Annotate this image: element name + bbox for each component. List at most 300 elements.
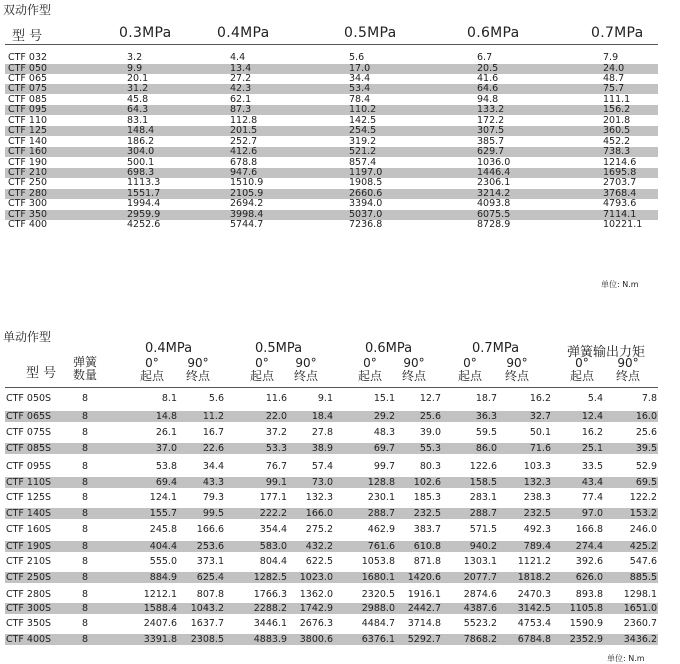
t1-cell-value: 947.6 [230,166,258,178]
t1-cell-value: 31.2 [127,83,149,95]
t1-row [5,126,658,136]
t2-subhead-start [450,357,490,383]
t2-cell-value: 2077.7 [463,572,497,583]
t1-cell-value: 3394.0 [349,198,383,210]
t2-cell-value: 3436.2 [623,634,657,645]
t2-subhead-end [286,357,326,383]
t2-subhead-label: 起点 [249,369,274,383]
t2-cell-value: 37.2 [265,427,287,438]
t2-cell-value: 7.8 [641,393,657,404]
t1-cell-value: 1113.3 [127,177,161,189]
t2-cell-value: 43.4 [581,477,603,488]
t1-cell-value: 133.2 [477,104,505,116]
t2-row [5,618,658,629]
t1-row [5,220,658,230]
t2-cell-value: 230.1 [367,492,395,503]
t2-subhead-label: 起点 [457,369,482,383]
t2-cell-value: 383.7 [413,524,441,535]
t2-cell-value: 3800.6 [299,634,333,645]
t2-cell-spring: 8 [82,492,89,503]
t2-cell-value: 804.4 [259,556,287,567]
t2-cell-value: 246.0 [629,524,657,535]
t2-cell-value: 158.5 [469,477,497,488]
t2-cell-spring: 8 [82,618,89,629]
t1-cell-value: 8728.9 [477,219,511,231]
t1-cell-value: 3768.4 [603,187,637,199]
t1-unit-label: 单位: N.m [601,280,639,289]
t2-cell-value: 99.7 [373,461,395,472]
t1-cell-value: 13.4 [230,62,252,74]
t2-cell-value: 884.9 [149,572,177,583]
t2-cell-value: 26.1 [155,427,177,438]
t2-cell-value: 238.3 [523,492,551,503]
t2-subhead-label: 终点 [504,369,529,383]
t2-row [5,589,658,600]
t2-group-07: 0.7MPa [472,341,520,356]
t1-cell-value: 75.7 [603,83,625,95]
t2-cell-value: 102.6 [413,477,441,488]
t2-cell-spring: 8 [82,411,89,422]
t2-group-06: 0.6MPa [365,341,413,356]
t2-cell-value: 4883.9 [253,634,287,645]
t2-cell-value: 232.5 [413,508,441,519]
t1-cell-value: 5037.0 [349,208,383,220]
t2-cell-value: 1212.1 [143,589,177,600]
t2-cell-value: 2874.6 [463,589,497,600]
t1-cell-value: 1551.7 [127,187,161,199]
t2-cell-value: 16.7 [202,427,224,438]
t2-cell-value: 122.6 [469,461,497,472]
t1-cell-value: 698.3 [127,166,155,178]
t2-unit-label: 单位: N.m [607,654,645,663]
t2-cell-value: 871.8 [413,556,441,567]
t2-cell-model: CTF 190S [6,541,52,552]
t2-cell-model: CTF 300S [6,603,52,614]
t2-cell-value: 940.2 [469,541,497,552]
t1-cell-model: CTF 075 [8,83,48,95]
t2-cell-value: 274.4 [575,541,603,552]
t1-cell-value: 48.7 [603,72,625,84]
t2-subhead-end [497,357,537,383]
t1-cell-value: 2660.6 [349,187,383,199]
t2-row [5,492,658,503]
t2-cell-value: 462.9 [367,524,395,535]
t1-cell-value: 521.2 [349,146,377,158]
t1-cell-model: CTF 125 [8,125,48,137]
t2-cell-spring: 8 [82,556,89,567]
t2-cell-value: 39.5 [635,443,657,454]
t1-cell-value: 27.2 [230,72,252,84]
t2-cell-value: 166.6 [196,524,224,535]
t2-cell-model: CTF 065S [6,411,52,422]
t2-header-model: 型 号 [26,366,57,381]
t1-cell-value: 7.9 [603,52,619,63]
t1-cell-value: 17.0 [349,62,371,74]
t1-row [5,95,658,105]
t2-cell-value: 14.8 [155,411,177,422]
t1-cell-value: 111.1 [603,93,631,105]
t2-cell-value: 245.8 [149,524,177,535]
t1-cell-value: 2105.9 [230,187,264,199]
t2-cell-value: 37.0 [155,443,177,454]
t2-cell-value: 1742.9 [299,603,333,614]
t2-cell-model: CTF 160S [6,524,52,535]
t1-cell-value: 94.8 [477,93,499,105]
t2-subhead-label: 终点 [293,369,318,383]
t2-subhead-label: 终点 [401,369,426,383]
t2-subhead-degree: 0° [363,356,377,370]
t1-cell-value: 34.4 [349,72,371,84]
single-acting-title: 单动作型 [3,330,52,344]
t2-subhead-label: 终点 [185,369,210,383]
t1-cell-value: 6075.5 [477,208,511,220]
t2-cell-value: 288.7 [469,508,497,519]
t1-cell-value: 172.2 [477,114,505,126]
t2-cell-value: 69.4 [155,477,177,488]
t2-cell-value: 5523.2 [463,618,497,629]
t2-cell-value: 288.7 [367,508,395,519]
t1-row [5,189,658,199]
t2-cell-value: 33.5 [581,461,603,472]
t1-cell-value: 4093.8 [477,198,511,210]
t2-cell-value: 11.2 [202,411,224,422]
t2-cell-value: 2352.9 [569,634,603,645]
t1-cell-value: 252.7 [230,135,258,147]
t2-header-spring: 弹簧 数量 [72,355,97,382]
t1-cell-value: 5.6 [349,52,365,63]
t2-cell-value: 55.3 [419,443,441,454]
t2-cell-value: 99.1 [265,477,287,488]
t2-cell-value: 8.1 [161,393,177,404]
t2-cell-value: 43.3 [202,477,224,488]
t2-cell-model: CTF 140S [6,508,52,519]
t2-cell-value: 622.5 [305,556,333,567]
t2-cell-value: 4753.4 [517,618,551,629]
t2-subhead-degree: 0° [463,356,477,370]
t2-cell-value: 1651.0 [623,603,657,614]
t2-cell-model: CTF 280S [6,589,52,600]
t2-cell-value: 6784.8 [517,634,551,645]
t2-cell-value: 166.0 [305,508,333,519]
t1-cell-value: 64.3 [127,104,149,116]
t2-cell-value: 893.8 [575,589,603,600]
t1-cell-value: 3.2 [127,52,143,63]
double-acting-title: 双动作型 [3,3,52,17]
t2-cell-value: 354.4 [259,524,287,535]
t2-cell-value: 11.6 [265,393,287,404]
t1-cell-value: 9.9 [127,62,143,74]
t1-cell-value: 2306.1 [477,177,511,189]
t2-cell-model: CTF 210S [6,556,52,567]
t2-cell-value: 2676.3 [299,618,333,629]
t1-cell-model: CTF 095 [8,104,48,116]
t1-row [5,178,658,188]
t2-cell-spring: 8 [82,541,89,552]
t2-cell-value: 132.3 [305,492,333,503]
t2-cell-value: 275.2 [305,524,333,535]
t1-header-p4: 0.6MPa [467,25,520,41]
t2-row [5,461,658,472]
t2-group-spring: 弹簧输出力矩 [567,345,646,360]
t2-cell-value: 492.3 [523,524,551,535]
t2-cell-value: 6376.1 [361,634,395,645]
t2-cell-value: 1121.2 [517,556,551,567]
t1-cell-value: 4793.6 [603,198,637,210]
t2-row [5,603,658,614]
t1-header-rule [5,44,658,45]
t1-cell-value: 629.7 [477,146,505,158]
t2-row [5,524,658,535]
t2-cell-value: 1043.2 [190,603,224,614]
t2-cell-value: 5.6 [208,393,224,404]
t2-cell-model: CTF 075S [6,427,52,438]
t2-cell-value: 122.2 [629,492,657,503]
t1-row [5,53,658,63]
t1-cell-value: 857.4 [349,156,377,168]
t1-cell-value: 1197.0 [349,166,383,178]
t1-cell-value: 156.2 [603,104,631,116]
t1-row [5,105,658,115]
t2-cell-spring: 8 [82,572,89,583]
t2-cell-value: 25.6 [419,411,441,422]
t1-header-p5: 0.7MPa [591,25,644,41]
t2-cell-spring: 8 [82,461,89,472]
t2-cell-value: 1590.9 [569,618,603,629]
t1-cell-value: 738.3 [603,146,631,158]
t1-cell-value: 53.4 [349,83,371,95]
t1-cell-model: CTF 032 [8,52,48,63]
t1-cell-value: 83.1 [127,114,149,126]
t1-cell-model: CTF 190 [8,156,48,168]
t2-cell-value: 1298.1 [623,589,657,600]
t1-cell-value: 1994.4 [127,198,161,210]
t2-subhead-label: 起点 [139,369,164,383]
t2-cell-value: 132.3 [523,477,551,488]
t2-cell-value: 404.4 [149,541,177,552]
t2-cell-value: 1637.7 [190,618,224,629]
t2-cell-spring: 8 [82,524,89,535]
t2-cell-value: 39.0 [419,427,441,438]
t2-cell-value: 432.2 [305,541,333,552]
t2-subhead-start [242,357,282,383]
t2-cell-value: 2320.5 [361,589,395,600]
t2-cell-model: CTF 400S [6,634,52,645]
t2-cell-value: 50.1 [529,427,551,438]
t2-cell-value: 3446.1 [253,618,287,629]
t1-cell-model: CTF 250 [8,177,48,189]
t1-cell-value: 304.0 [127,146,155,158]
t2-cell-value: 1420.6 [407,572,441,583]
t2-cell-value: 2308.5 [190,634,224,645]
t1-cell-value: 142.5 [349,114,377,126]
t1-cell-model: CTF 280 [8,187,48,199]
t2-cell-value: 16.2 [581,427,603,438]
t2-cell-spring: 8 [82,603,89,614]
t2-cell-spring: 8 [82,589,89,600]
t2-cell-model: CTF 085S [6,443,52,454]
t2-cell-value: 5.4 [587,393,603,404]
t2-cell-value: 97.0 [581,508,603,519]
t2-cell-value: 71.6 [529,443,551,454]
t1-cell-value: 62.1 [230,93,252,105]
t2-cell-value: 1105.8 [569,603,603,614]
t2-cell-value: 2442.7 [407,603,441,614]
t2-cell-value: 76.7 [265,461,287,472]
t1-header-p2: 0.4MPa [217,25,270,41]
t2-cell-value: 1916.1 [407,589,441,600]
t2-cell-value: 59.5 [475,427,497,438]
t2-cell-model: CTF 110S [6,477,52,488]
t1-cell-value: 2959.9 [127,208,161,220]
t2-cell-value: 86.0 [475,443,497,454]
t2-cell-value: 3391.8 [143,634,177,645]
t2-cell-value: 166.8 [575,524,603,535]
t1-cell-value: 186.2 [127,135,155,147]
t2-cell-model: CTF 050S [6,393,52,404]
t1-cell-value: 20.1 [127,72,149,84]
t2-cell-value: 18.7 [475,393,497,404]
t1-cell-value: 7114.1 [603,208,637,220]
t2-subhead-degree: 90° [295,356,317,370]
t1-cell-value: 64.6 [477,83,499,95]
t1-cell-value: 5744.7 [230,219,264,231]
t1-cell-model: CTF 300 [8,198,48,210]
t2-cell-value: 12.7 [419,393,441,404]
t2-cell-model: CTF 125S [6,492,52,503]
t2-cell-value: 7868.2 [463,634,497,645]
t1-cell-value: 20.5 [477,62,499,74]
t2-cell-value: 155.7 [149,508,177,519]
t2-cell-value: 807.8 [196,589,224,600]
t2-cell-value: 9.1 [317,393,333,404]
t1-cell-value: 148.4 [127,125,155,137]
t2-cell-value: 69.7 [373,443,395,454]
t1-cell-value: 87.3 [230,104,252,116]
t2-cell-value: 16.2 [529,393,551,404]
t2-cell-value: 53.8 [155,461,177,472]
t2-row [5,443,658,454]
t2-cell-value: 52.9 [635,461,657,472]
t2-cell-value: 1588.4 [143,603,177,614]
t2-subhead-end [394,357,434,383]
t1-cell-value: 452.2 [603,135,631,147]
t2-subhead-degree: 90° [403,356,425,370]
t2-row [5,477,658,488]
t2-row [5,556,658,567]
t2-group-04: 0.4MPa [145,341,193,356]
t2-cell-value: 38.9 [311,443,333,454]
t2-cell-value: 1362.0 [299,589,333,600]
t1-cell-model: CTF 160 [8,146,48,158]
t2-row [5,393,658,404]
t2-cell-value: 29.2 [373,411,395,422]
t2-cell-value: 25.1 [581,443,603,454]
t2-row [5,508,658,519]
t2-cell-value: 77.4 [581,492,603,503]
t1-cell-value: 1510.9 [230,177,264,189]
t2-subhead-end [178,357,218,383]
t2-cell-spring: 8 [82,477,89,488]
t2-cell-value: 3714.8 [407,618,441,629]
t2-subhead-label: 终点 [615,369,640,383]
t2-cell-value: 34.4 [202,461,224,472]
t2-cell-value: 885.5 [629,572,657,583]
t2-cell-value: 32.7 [529,411,551,422]
t2-cell-value: 153.2 [629,508,657,519]
t1-cell-model: CTF 400 [8,219,48,231]
t1-cell-value: 2703.7 [603,177,637,189]
t2-cell-value: 555.0 [149,556,177,567]
t1-cell-model: CTF 050 [8,62,48,74]
t2-cell-value: 222.2 [259,508,287,519]
t1-cell-value: 254.5 [349,125,377,137]
t2-cell-value: 1282.5 [253,572,287,583]
t2-subhead-degree: 90° [506,356,528,370]
t2-subhead-degree: 90° [187,356,209,370]
t2-cell-value: 48.3 [373,427,395,438]
t2-cell-value: 232.5 [523,508,551,519]
t2-cell-value: 69.5 [635,477,657,488]
t1-cell-value: 307.5 [477,125,505,137]
t2-cell-value: 25.6 [635,427,657,438]
t2-cell-model: CTF 250S [6,572,52,583]
t2-cell-value: 373.1 [196,556,224,567]
t2-cell-value: 3142.5 [517,603,551,614]
t2-cell-value: 177.1 [259,492,287,503]
t2-header-rule [5,387,658,388]
t2-cell-value: 16.0 [635,411,657,422]
t1-cell-value: 1908.5 [349,177,383,189]
t1-cell-value: 201.8 [603,114,631,126]
t1-row [5,199,658,209]
t2-cell-value: 99.5 [202,508,224,519]
t1-cell-value: 41.6 [477,72,499,84]
t2-row [5,541,658,552]
t2-group-05: 0.5MPa [255,341,303,356]
t1-header-p1: 0.3MPa [119,25,172,41]
t2-cell-value: 1053.8 [361,556,395,567]
t1-cell-model: CTF 085 [8,93,48,105]
t1-cell-value: 360.5 [603,125,631,137]
t2-cell-spring: 8 [82,443,89,454]
t1-cell-value: 78.4 [349,93,371,105]
t2-cell-value: 253.6 [196,541,224,552]
t2-row [5,411,658,422]
t1-cell-value: 4.4 [230,52,246,63]
t1-cell-value: 6.7 [477,52,493,63]
t1-cell-value: 10221.1 [603,219,643,231]
t2-row [5,427,658,438]
t1-cell-model: CTF 065 [8,72,48,84]
t1-row [5,116,658,126]
t2-cell-value: 36.3 [475,411,497,422]
t1-cell-value: 1214.6 [603,156,637,168]
t1-cell-value: 42.3 [230,83,252,95]
t2-cell-value: 27.8 [311,427,333,438]
t2-cell-value: 128.8 [367,477,395,488]
t2-subhead-degree: 0° [255,356,269,370]
t2-cell-value: 1680.1 [361,572,395,583]
t2-cell-value: 57.4 [311,461,333,472]
t1-cell-value: 1446.4 [477,166,511,178]
t1-row [5,168,658,178]
t1-cell-model: CTF 350 [8,208,48,220]
t2-cell-value: 789.4 [523,541,551,552]
t2-cell-value: 626.0 [575,572,603,583]
t2-cell-value: 18.4 [311,411,333,422]
t2-cell-value: 79.3 [202,492,224,503]
t1-row [5,158,658,168]
